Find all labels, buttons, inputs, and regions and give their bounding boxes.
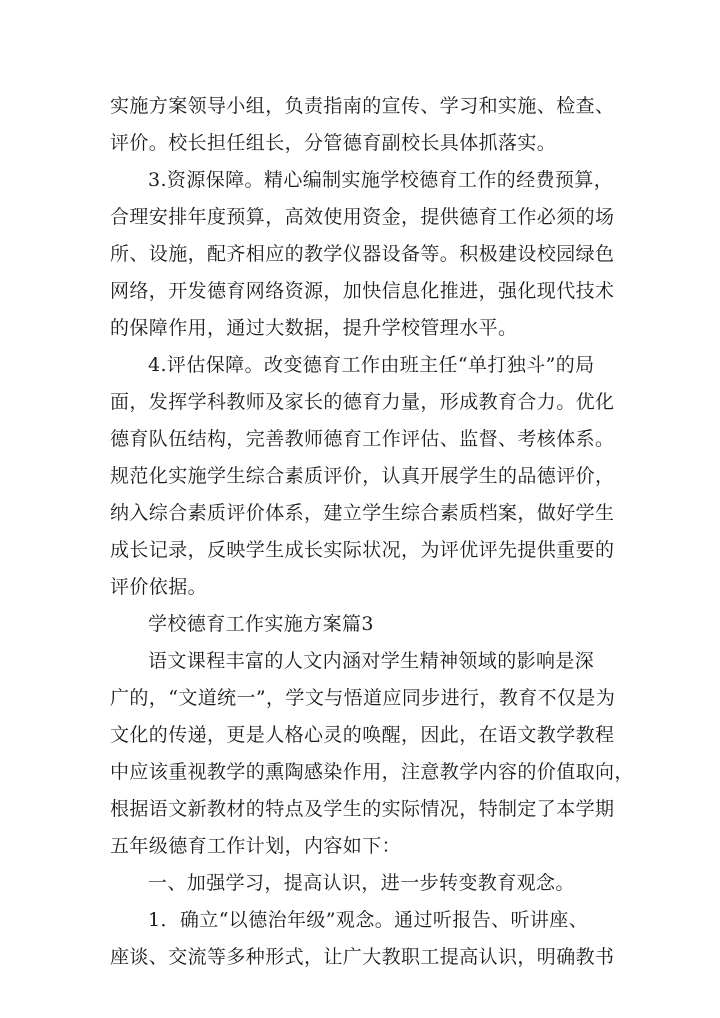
text-line: 4.评估保障。改变德育工作由班主任“单打独斗”的局	[148, 354, 595, 376]
text-line: 根据语文新教材的特点及学生的实际情况，特制定了本学期	[110, 798, 615, 820]
text-line: 的保障作用，通过大数据，提升学校管理水平。	[110, 317, 518, 339]
text-line: 德育队伍结构，完善教师德育工作评估、监督、考核体系。	[110, 428, 615, 450]
text-line: 文化的传递，更是人格心灵的唤醒，因此，在语文教学教程	[110, 724, 615, 746]
text-line: 合理安排年度预算，高效使用资金，提供德育工作必须的场	[110, 206, 615, 228]
text-line: 规范化实施学生综合素质评价，认真开展学生的品德评价，	[110, 465, 615, 487]
text-line: 广的，“文道统一”，学文与悟道应同步进行，教育不仅是为	[110, 687, 616, 709]
text-line: 面，发挥学科教师及家长的德育力量，形成教育合力。优化	[110, 391, 615, 413]
text-line: 一、加强学习，提高认识，进一步转变教育观念。	[148, 872, 575, 894]
document-body	[110, 88, 634, 976]
text-line: 网络，开发德育网络资源，加快信息化推进，强化现代技术	[110, 280, 615, 302]
text-line: 纳入综合素质评价体系，建立学生综合素质档案，做好学生	[110, 502, 615, 524]
text-line: 五年级德育工作计划，内容如下：	[110, 835, 402, 857]
text-line: 实施方案领导小组，负责指南的宣传、学习和实施、检查、	[110, 95, 615, 117]
text-line: 座谈、交流等多种形式，让广大教职工提高认识，明确教书	[110, 946, 615, 968]
text-line: 中应该重视教学的熏陶感染作用，注意教学内容的价值取向，	[110, 761, 634, 783]
text-line: 评价依据。	[110, 576, 208, 598]
text-line: 语文课程丰富的人文内涵对学生精神领域的影响是深	[148, 650, 595, 672]
text-line: 学校德育工作实施方案篇3	[148, 613, 374, 635]
text-line: 所、设施，配齐相应的教学仪器设备等。积极建设校园绿色	[110, 243, 615, 265]
text-line: 成长记录，反映学生成长实际状况，为评优评先提供重要的	[110, 539, 615, 561]
text-line: 1．确立“以德治年级”观念。通过听报告、听讲座、	[148, 909, 589, 931]
text-line: 3.资源保障。精心编制实施学校德育工作的经费预算，	[148, 169, 614, 191]
text-line: 评价。校长担任组长，分管德育副校长具体抓落实。	[110, 132, 557, 154]
